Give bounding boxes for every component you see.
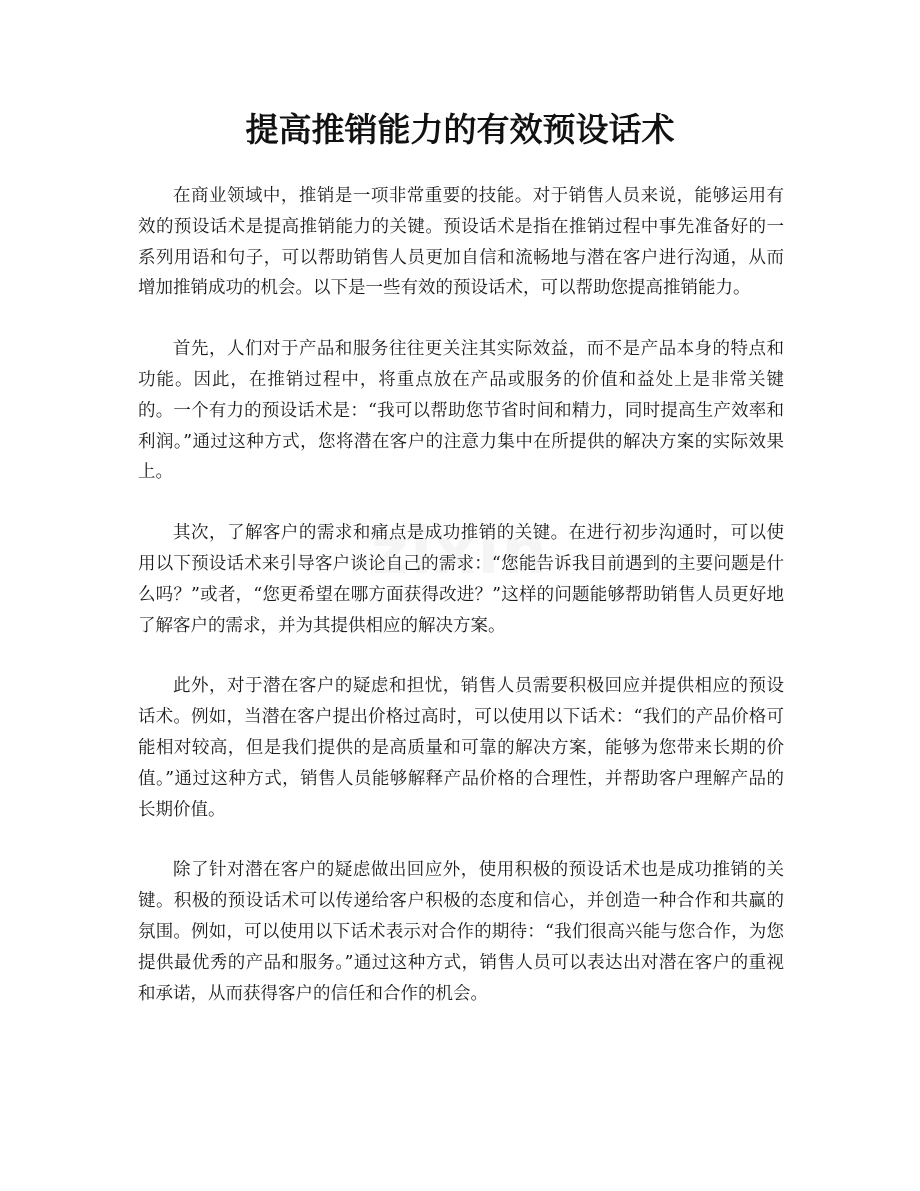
- document-body: [138, 181, 784, 1039]
- paragraph-5: 除了针对潜在客户的疑虑做出回应外，使用积极的预设话术也是成功推销的关键。积极的预设话术可以传递给客户积极的态度和信心，并创造一种合作和共赢的氛围。例如，可以使用以下话术表示对合作的期待：“我们很高兴能与您合作，为您提供最优秀的产品和服务。”通过这种方式，销售人员可以表达出对潜在客户的重视和承诺，从而获得客户的信任和合作的机会。: [138, 860, 784, 1004]
- paragraph-4: 此外，对于潜在客户的疑虑和担忧，销售人员需要积极回应并提供相应的预设话术。例如，当潜在客户提出价格过高时，可以使用以下话术：“我们的产品价格可能相对较高，但是我们提供的是高质量和可靠的解决方案，能够为您带来长期的价值。”通过这种方式，销售人员能够解释产品价格的合理性，并帮助客户理解产品的长期价值。: [138, 676, 784, 820]
- paragraph-3: 其次，了解客户的需求和痛点是成功推销的关键。在进行初步沟通时，可以使用以下预设话术来引导客户谈论自己的需求：“您能告诉我目前遇到的主要问题是什么吗？”或者，“您更希望在哪方面获得改进？”这样的问题能够帮助销售人员更好地了解客户的需求，并为其提供相应的解决方案。: [138, 523, 784, 636]
- paragraph-1: 在商业领域中，推销是一项非常重要的技能。对于销售人员来说，能够运用有效的预设话术是提高推销能力的关键。预设话术是指在推销过程中事先准备好的一系列用语和句子，可以帮助销售人员更加自信和流畅地与潜在客户进行沟通，从而增加推销成功的机会。以下是一些有效的预设话术，可以帮助您提高推销能力。: [138, 186, 784, 299]
- watermark: zixin: [371, 515, 549, 589]
- paragraph-2: 首先，人们对于产品和服务往往更关注其实际效益，而不是产品本身的特点和功能。因此，在推销过程中，将重点放在产品或服务的价值和益处上是非常关键的。一个有力的预设话术是：“我可以帮助您节省时间和精力，同时提高生产效率和利润。”通过这种方式，您将潜在客户的注意力集中在所提供的解决方案的实际效果上。: [138, 339, 784, 483]
- document-title: 提高推销能力的有效预设话术: [245, 110, 675, 149]
